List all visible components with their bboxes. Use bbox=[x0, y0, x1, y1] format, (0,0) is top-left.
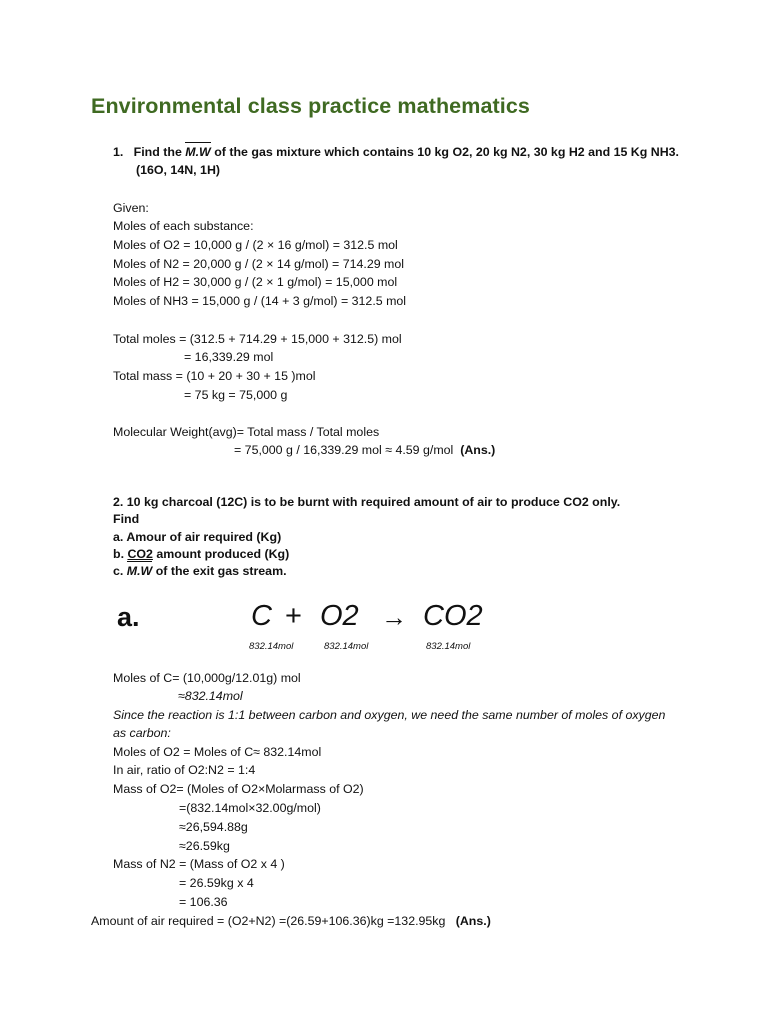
q2-mw-symbol: M.W bbox=[126, 564, 153, 578]
mw-result-line bbox=[234, 442, 495, 458]
air-ratio-line: In air, ratio of O2:N2 = 1:4 bbox=[113, 763, 256, 777]
q1-mw-symbol: M.W bbox=[185, 145, 211, 159]
note-line-1: Since the reaction is 1:1 between carbon and oxygen, we need the same number of moles of oxygen bbox=[113, 708, 666, 722]
total-mass-result: = 75 kg = 75,000 g bbox=[184, 388, 288, 402]
moles-o2-equal-line: Moles of O2 = Moles of C≈ 832.14mol bbox=[113, 745, 322, 759]
mass-o2-step-2: ≈26,594.88g bbox=[179, 820, 248, 834]
mass-o2-step-1: =(832.14mol×32.00g/mol) bbox=[179, 801, 321, 815]
equation-oxygen: O2 bbox=[320, 600, 359, 632]
q1-number: 1. bbox=[113, 145, 124, 159]
moles-c-line: Moles of C= (10,000g/12.01g) mol bbox=[113, 671, 301, 685]
q2-part-b bbox=[113, 546, 289, 562]
moles-o2-line: Moles of O2 = 10,000 g / (2 × 16 g/mol) = 312.5 mol bbox=[113, 238, 398, 252]
q1-text-b: of the gas mixture which contains 10 kg O2, 20 kg N2, 30 kg H2 and 15 Kg NH3. bbox=[210, 145, 679, 159]
equation-co2: CO2 bbox=[423, 600, 483, 632]
equation-label: a. bbox=[117, 602, 140, 632]
q2-part-b-co2: CO2 bbox=[127, 547, 153, 561]
total-moles-result: = 16,339.29 mol bbox=[184, 350, 274, 364]
moles-nh3-line: Moles of NH3 = 15,000 g / (14 + 3 g/mol) = 312.5 mol bbox=[113, 294, 407, 308]
mass-n2-step-1: = 26.59kg x 4 bbox=[179, 876, 254, 890]
q2-part-c-prefix: c. bbox=[113, 564, 127, 578]
moles-each-label: Moles of each substance: bbox=[113, 219, 254, 233]
air-required-line bbox=[91, 913, 491, 929]
equation-plus: + bbox=[285, 600, 302, 632]
total-moles-line: Total moles = (312.5 + 714.29 + 15,000 + 312.5) mol bbox=[113, 332, 402, 346]
page-title: Environmental class practice mathematics bbox=[91, 94, 530, 118]
q1-text-a: Find the bbox=[133, 145, 186, 159]
mass-n2-line: Mass of N2 = (Mass of O2 x 4 ) bbox=[113, 857, 285, 871]
moles-h2-line: Moles of H2 = 30,000 g / (2 × 1 g/mol) = 15,000 mol bbox=[113, 275, 398, 289]
moles-c-approx: ≈832.14mol bbox=[178, 689, 243, 703]
q2-part-a: a. Amour of air required (Kg) bbox=[113, 530, 282, 544]
note-line-2: as carbon: bbox=[113, 726, 171, 740]
air-required-text: Amount of air required = (O2+N2) =(26.59+106.36)kg =132.95kg bbox=[91, 914, 446, 928]
q1-line2: (16O, 14N, 1H) bbox=[136, 163, 221, 177]
mass-o2-line: Mass of O2= (Moles of O2×Molarmass of O2) bbox=[113, 782, 364, 796]
q2-part-c-suffix: of the exit gas stream. bbox=[152, 564, 287, 578]
equation-carbon: C bbox=[251, 600, 272, 632]
total-mass-line: Total mass = (10 + 20 + 30 + 15 )mol bbox=[113, 369, 316, 383]
mol-carbon-label: 832.14mol bbox=[249, 641, 294, 652]
q2-find: Find bbox=[113, 512, 140, 526]
q1-answer-tag: (Ans.) bbox=[460, 443, 496, 457]
q2-heading: 2. 10 kg charcoal (12C) is to be burnt with required amount of air to produce CO2 only. bbox=[113, 495, 621, 509]
mw-avg-line: Molecular Weight(avg)= Total mass / Total moles bbox=[113, 425, 380, 439]
given-label: Given: bbox=[113, 201, 149, 215]
q2-answer-tag: (Ans.) bbox=[455, 914, 491, 928]
q2-part-b-prefix: b. bbox=[113, 547, 128, 561]
q1-line1 bbox=[113, 144, 679, 160]
mol-oxygen-label: 832.14mol bbox=[324, 641, 369, 652]
moles-n2-line: Moles of N2 = 20,000 g / (2 × 14 g/mol) = 714.29 mol bbox=[113, 257, 405, 271]
mass-o2-step-3: ≈26.59kg bbox=[179, 839, 230, 853]
q2-part-b-suffix: amount produced (Kg) bbox=[152, 547, 290, 561]
mass-n2-step-2: = 106.36 bbox=[179, 895, 228, 909]
equation-arrow: → bbox=[381, 602, 407, 632]
mw-result-text: = 75,000 g / 16,339.29 mol ≈ 4.59 g/mol bbox=[234, 443, 454, 457]
q2-part-c bbox=[113, 563, 287, 579]
mol-co2-label: 832.14mol bbox=[426, 641, 471, 652]
